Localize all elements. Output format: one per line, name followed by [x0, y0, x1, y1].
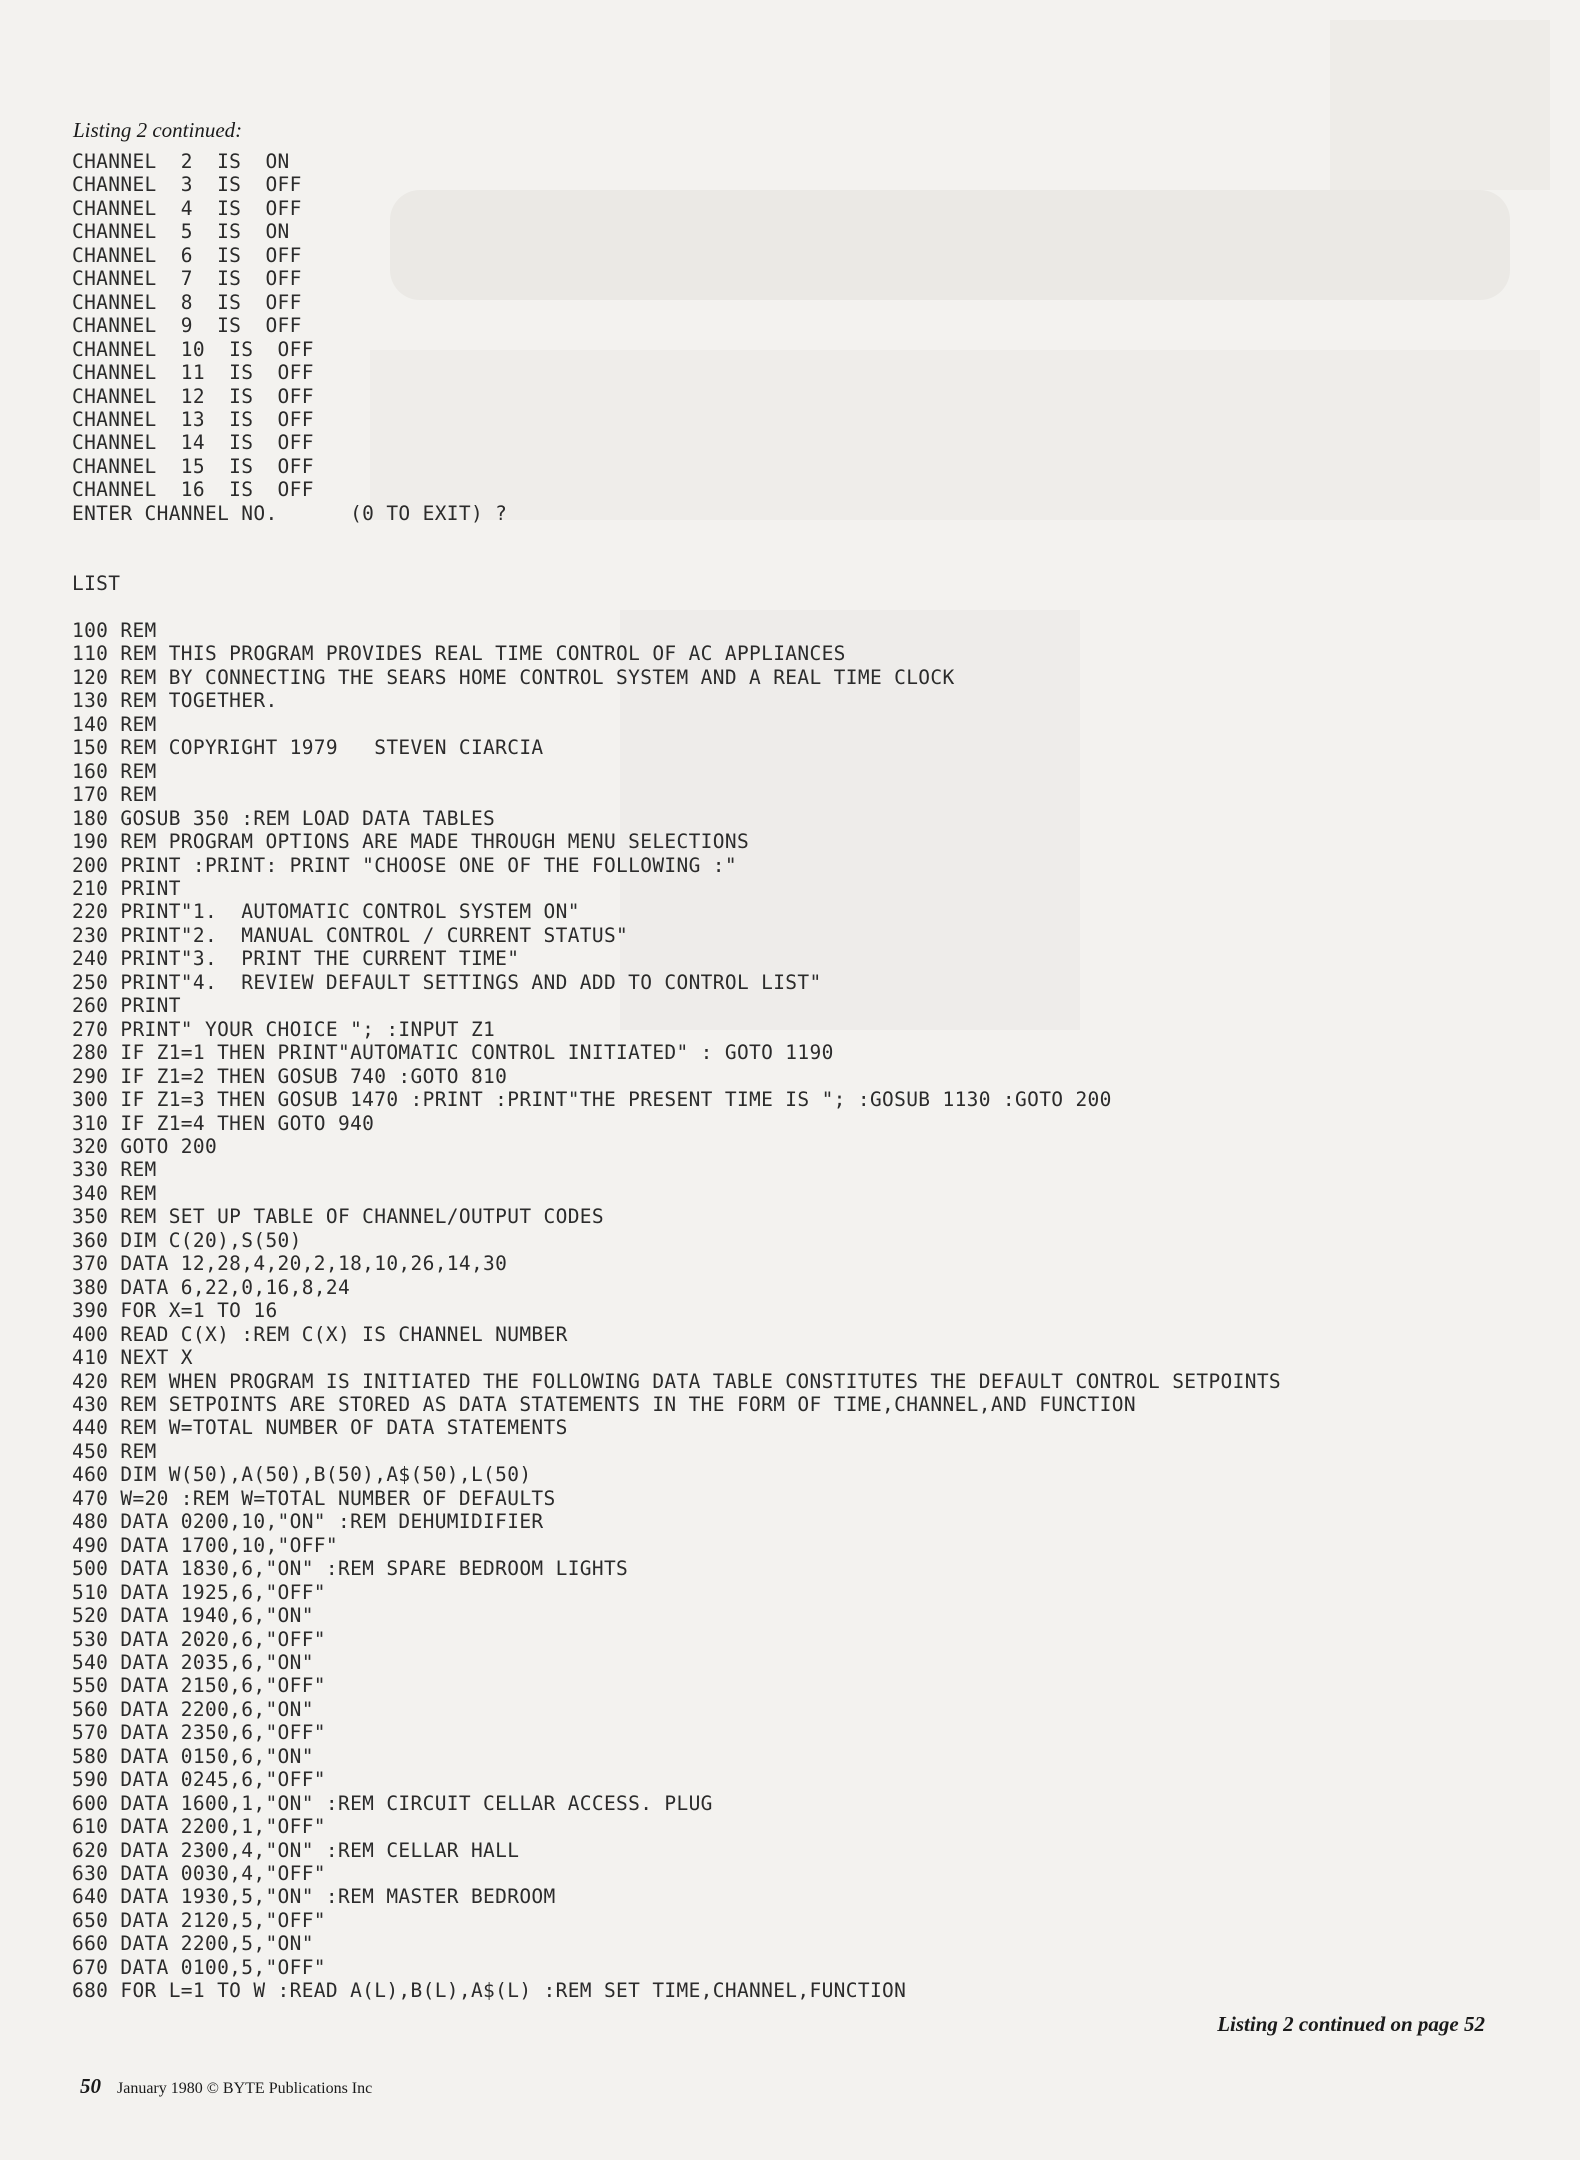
output-line: CHANNEL 15 IS OFF — [72, 454, 314, 478]
blank-line — [72, 525, 1281, 548]
code-line: 680 FOR L=1 TO W :READ A(L),B(L),A$(L) :REM SET TIME,CHANNEL,FUNCTION — [72, 1979, 907, 2003]
code-line: 450 REM — [72, 1439, 157, 1463]
code-line: 530 DATA 2020,6,"OFF" — [72, 1627, 326, 1651]
output-line: ENTER CHANNEL NO. (0 TO EXIT) ? — [72, 501, 508, 525]
code-line: 570 DATA 2350,6,"OFF" — [72, 1721, 326, 1745]
output-line: CHANNEL 13 IS OFF — [72, 407, 314, 431]
code-line: 540 DATA 2035,6,"ON" — [72, 1650, 314, 1674]
code-line: 240 PRINT"3. PRINT THE CURRENT TIME" — [72, 947, 520, 971]
code-line: 350 REM SET UP TABLE OF CHANNEL/OUTPUT CODES — [72, 1205, 604, 1229]
code-line: 590 DATA 0245,6,"OFF" — [72, 1768, 326, 1792]
code-line: 560 DATA 2200,6,"ON" — [72, 1697, 314, 1721]
code-line: 610 DATA 2200,1,"OFF" — [72, 1815, 326, 1839]
code-line: 370 DATA 12,28,4,20,2,18,10,26,14,30 — [72, 1252, 508, 1276]
code-line: 170 REM — [72, 783, 157, 807]
blank-line — [72, 549, 1281, 572]
page-footer — [80, 2074, 372, 2099]
code-line: 480 DATA 0200,10,"ON" :REM DEHUMIDIFIER — [72, 1510, 544, 1534]
code-line: 250 PRINT"4. REVIEW DEFAULT SETTINGS AND ADD TO CONTROL LIST" — [72, 970, 822, 994]
code-line: 210 PRINT — [72, 877, 181, 900]
code-line: 270 PRINT" YOUR CHOICE "; :INPUT Z1 — [72, 1017, 496, 1041]
code-line: 650 DATA 2120,5,"OFF" — [72, 1908, 326, 1932]
output-line: CHANNEL 7 IS OFF — [72, 267, 302, 291]
output-line: CHANNEL 4 IS OFF — [72, 196, 302, 220]
code-line: 320 GOTO 200 — [72, 1134, 218, 1158]
code-line: 160 REM — [72, 759, 157, 783]
code-line: 390 FOR X=1 TO 16 — [72, 1299, 278, 1323]
output-line: CHANNEL 16 IS OFF — [72, 478, 314, 502]
blank-line — [72, 596, 1281, 619]
footer-imprint: January 1980 © BYTE Publications Inc — [117, 2080, 373, 2097]
output-line: CHANNEL 3 IS OFF — [72, 173, 302, 197]
code-line: 120 REM BY CONNECTING THE SEARS HOME CONTROL SYSTEM AND A REAL TIME CLOCK — [72, 665, 955, 689]
code-line: 200 PRINT :PRINT: PRINT "CHOOSE ONE OF THE FOLLOWING :" — [72, 853, 737, 877]
code-line: 630 DATA 0030,4,"OFF" — [72, 1862, 326, 1886]
code-line: 500 DATA 1830,6,"ON" :REM SPARE BEDROOM LIGHTS — [72, 1557, 629, 1581]
code-line: 550 DATA 2150,6,"OFF" — [72, 1674, 326, 1698]
code-line: 220 PRINT"1. AUTOMATIC CONTROL SYSTEM ON" — [72, 900, 580, 924]
continued-note: Listing 2 continued on page 52 — [1217, 2012, 1485, 2036]
bleed-through-block — [1330, 20, 1550, 190]
code-line: 660 DATA 2200,5,"ON" — [72, 1932, 314, 1956]
output-line: CHANNEL 9 IS OFF — [72, 314, 302, 338]
listing-heading: Listing 2 continued: — [73, 118, 243, 142]
code-line: 490 DATA 1700,10,"OFF" — [72, 1533, 338, 1557]
code-line: 340 REM — [72, 1181, 157, 1205]
program-output — [72, 150, 1281, 525]
output-line: CHANNEL 12 IS OFF — [72, 384, 314, 408]
code-line: 600 DATA 1600,1,"ON" :REM CIRCUIT CELLAR ACCESS. PLUG — [72, 1791, 713, 1815]
code-listing — [72, 150, 1281, 2003]
code-line: 180 GOSUB 350 :REM LOAD DATA TABLES — [72, 806, 496, 830]
code-line: 280 IF Z1=1 THEN PRINT"AUTOMATIC CONTROL INITIATED" : GOTO 1190 — [72, 1041, 834, 1065]
code-line: 290 IF Z1=2 THEN GOSUB 740 :GOTO 810 — [72, 1064, 508, 1088]
code-line: 510 DATA 1925,6,"OFF" — [72, 1580, 326, 1604]
output-line: CHANNEL 2 IS ON — [72, 150, 290, 173]
code-line: 260 PRINT — [72, 994, 181, 1018]
code-line: 640 DATA 1930,5,"ON" :REM MASTER BEDROOM — [72, 1885, 556, 1909]
code-line: 330 REM — [72, 1158, 157, 1182]
code-line: 670 DATA 0100,5,"OFF" — [72, 1955, 326, 1979]
code-line: 420 REM WHEN PROGRAM IS INITIATED THE FOLLOWING DATA TABLE CONSTITUTES THE DEFAULT CONTROL SETPOINTS — [72, 1369, 1281, 1393]
code-line: 580 DATA 0150,6,"ON" — [72, 1744, 314, 1768]
code-line: 150 REM COPYRIGHT 1979 STEVEN CIARCIA — [72, 736, 544, 760]
code-line: 460 DIM W(50),A(50),B(50),A$(50),L(50) — [72, 1463, 532, 1487]
code-line: 230 PRINT"2. MANUAL CONTROL / CURRENT STATUS" — [72, 923, 629, 947]
output-line: CHANNEL 6 IS OFF — [72, 243, 302, 267]
code-line: 190 REM PROGRAM OPTIONS ARE MADE THROUGH MENU SELECTIONS — [72, 830, 750, 854]
program-source — [72, 619, 1281, 2003]
output-line: CHANNEL 8 IS OFF — [72, 290, 302, 314]
code-line: 140 REM — [72, 712, 157, 736]
code-line: 310 IF Z1=4 THEN GOTO 940 — [72, 1111, 375, 1135]
code-line: 130 REM TOGETHER. — [72, 689, 278, 713]
code-line: 440 REM W=TOTAL NUMBER OF DATA STATEMENTS — [72, 1416, 568, 1440]
code-line: 300 IF Z1=3 THEN GOSUB 1470 :PRINT :PRINT"THE PRESENT TIME IS "; :GOSUB 1130 :GOTO 200 — [72, 1088, 1112, 1112]
page-number: 50 — [80, 2074, 101, 2098]
output-line: CHANNEL 11 IS OFF — [72, 361, 314, 385]
code-line: 360 DIM C(20),S(50) — [72, 1228, 302, 1252]
list-command: LIST — [72, 572, 121, 596]
code-line: 100 REM — [72, 619, 157, 643]
output-line: CHANNEL 14 IS OFF — [72, 431, 314, 455]
code-line: 620 DATA 2300,4,"ON" :REM CELLAR HALL — [72, 1838, 520, 1862]
code-line: 430 REM SETPOINTS ARE STORED AS DATA STATEMENTS IN THE FORM OF TIME,CHANNEL,AND FUNCTION — [72, 1392, 1136, 1416]
output-line: CHANNEL 10 IS OFF — [72, 337, 314, 361]
output-line: CHANNEL 5 IS ON — [72, 220, 290, 244]
code-line: 380 DATA 6,22,0,16,8,24 — [72, 1275, 351, 1299]
code-line: 400 READ C(X) :REM C(X) IS CHANNEL NUMBER — [72, 1322, 568, 1346]
code-line: 520 DATA 1940,6,"ON" — [72, 1604, 314, 1628]
code-line: 470 W=20 :REM W=TOTAL NUMBER OF DEFAULTS — [72, 1486, 556, 1510]
code-line: 110 REM THIS PROGRAM PROVIDES REAL TIME CONTROL OF AC APPLIANCES — [72, 642, 846, 666]
code-line: 410 NEXT X — [72, 1346, 193, 1370]
